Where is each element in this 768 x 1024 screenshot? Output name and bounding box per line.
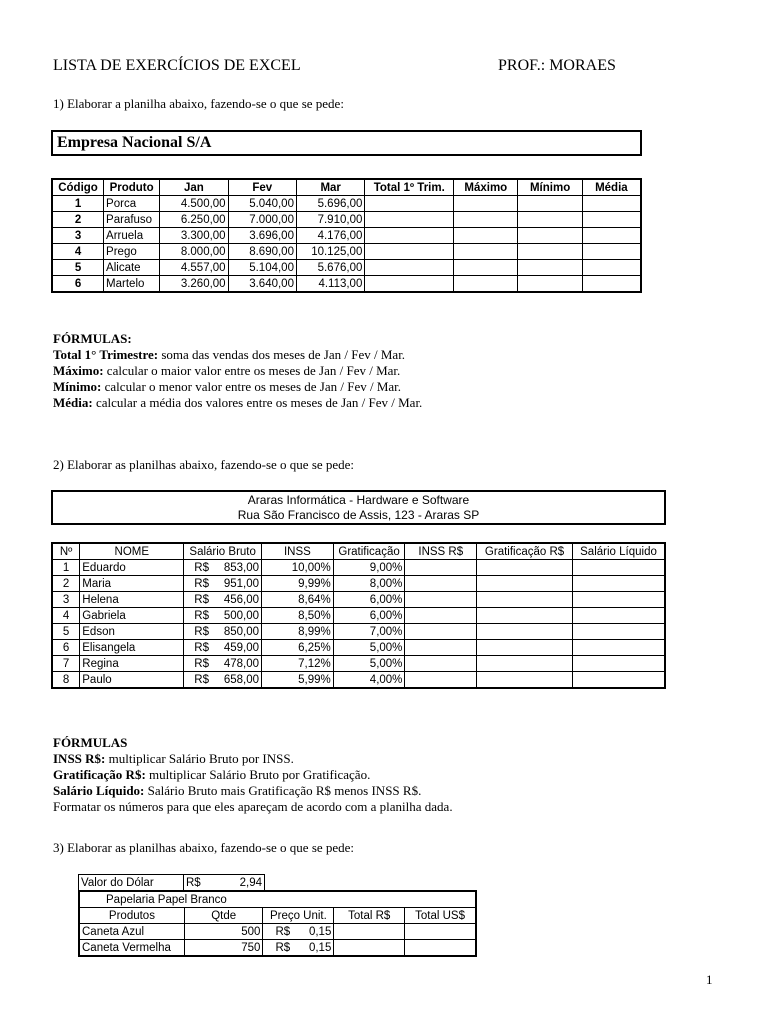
table-row — [52, 640, 665, 656]
table-row — [52, 276, 641, 293]
cell-avg — [582, 196, 641, 212]
cell-inss: 9,99% — [262, 576, 334, 592]
formula-line: Mínimo: calcular o menor valor entre os meses de Jan / Fev / Mar. — [53, 379, 402, 394]
cell-inss-rs — [405, 592, 477, 608]
cell-code: 6 — [52, 276, 104, 293]
q2-company-box — [51, 490, 666, 525]
cell-max — [454, 260, 518, 276]
cell-inss-rs — [405, 624, 477, 640]
cell-total-rs — [334, 924, 405, 940]
cell-fev: 5.040,00 — [228, 196, 296, 212]
cell-grat-rs — [477, 560, 573, 576]
cell-grat-rs — [477, 576, 573, 592]
q1-formulas — [53, 331, 422, 411]
cell-max — [454, 196, 518, 212]
cell-min — [518, 212, 582, 228]
q2-formulas-title: FÓRMULAS — [53, 735, 128, 750]
professor-name: PROF.: MORAES — [498, 57, 616, 74]
cell-jan: 6.250,00 — [160, 212, 228, 228]
cell-name: Gabriela — [80, 608, 184, 624]
col-mar: Mar — [296, 179, 364, 196]
formula-line: Média: calcular a média dos valores entre os meses de Jan / Fev / Mar. — [53, 395, 423, 410]
table-row — [52, 672, 665, 689]
cell-salary: R$ 951,00 — [184, 576, 262, 592]
cell-inss-rs — [405, 640, 477, 656]
q1-formulas-title: FÓRMULAS: — [53, 331, 132, 346]
cell-code: 3 — [52, 228, 104, 244]
q3-header-row — [79, 908, 476, 924]
col-total: Total 1º Trim. — [365, 179, 454, 196]
q3-company-name: Papelaria Papel Branco — [79, 891, 476, 908]
col-codigo: Código — [52, 179, 104, 196]
cell-qty: 750 — [184, 940, 263, 957]
cell-product: Parafuso — [104, 212, 160, 228]
q3-company-row — [79, 891, 476, 908]
col-inss-rs: INSS R$ — [405, 543, 477, 560]
cell-avg — [582, 260, 641, 276]
col-preco-unit: Preço Unit. — [263, 908, 334, 924]
cell-n: 4 — [52, 608, 80, 624]
cell-max — [454, 276, 518, 293]
col-numero: Nº — [52, 543, 80, 560]
cell-grat: 9,00% — [333, 560, 405, 576]
cell-n: 1 — [52, 560, 80, 576]
cell-liquido — [573, 672, 665, 689]
cell-name: Eduardo — [80, 560, 184, 576]
cell-salary: R$ 850,00 — [184, 624, 262, 640]
cell-grat: 6,00% — [333, 592, 405, 608]
cell-fev: 8.690,00 — [228, 244, 296, 260]
cell-grat: 7,00% — [333, 624, 405, 640]
cell-total — [365, 276, 454, 293]
q2-prompt: 2) Elaborar as planilhas abaixo, fazendo-se o que se pede: — [53, 457, 355, 472]
cell-salary: R$ 658,00 — [184, 672, 262, 689]
cell-fev: 7.000,00 — [228, 212, 296, 228]
cell-grat: 5,00% — [333, 656, 405, 672]
cell-total — [365, 196, 454, 212]
cell-fev: 3.640,00 — [228, 276, 296, 293]
col-fev: Fev — [228, 179, 296, 196]
cell-min — [518, 196, 582, 212]
cell-code: 2 — [52, 212, 104, 228]
cell-n: 2 — [52, 576, 80, 592]
cell-product: Alicate — [104, 260, 160, 276]
cell-code: 1 — [52, 196, 104, 212]
dollar-label: Valor do Dólar — [79, 875, 184, 891]
q2-formulas — [53, 735, 453, 815]
dollar-value: R$ 2,94 — [184, 875, 265, 891]
cell-inss: 7,12% — [262, 656, 334, 672]
cell-name: Edson — [80, 624, 184, 640]
col-produto: Produto — [104, 179, 160, 196]
table-row — [52, 212, 641, 228]
cell-salary: R$ 500,00 — [184, 608, 262, 624]
col-inss: INSS — [262, 543, 334, 560]
format-note: Formatar os números para que eles apareçam de acordo com a planilha dada. — [53, 799, 453, 814]
q1-company-name: Empresa Nacional S/A — [57, 134, 212, 151]
cell-liquido — [573, 560, 665, 576]
cell-jan: 4.500,00 — [160, 196, 228, 212]
cell-inss-rs — [405, 672, 477, 689]
cell-inss-rs — [405, 656, 477, 672]
cell-inss: 8,64% — [262, 592, 334, 608]
formula-line: INSS R$: multiplicar Salário Bruto por INSS. — [53, 751, 294, 766]
cell-min — [518, 244, 582, 260]
col-produtos: Produtos — [79, 908, 184, 924]
cell-product: Arruela — [104, 228, 160, 244]
cell-qty: 500 — [184, 924, 263, 940]
document-title: LISTA DE EXERCÍCIOS DE EXCEL — [53, 57, 301, 74]
cell-avg — [582, 276, 641, 293]
col-jan: Jan — [160, 179, 228, 196]
cell-total-us — [405, 940, 476, 957]
cell-total — [365, 228, 454, 244]
formula-line: Total 1° Trimestre: soma das vendas dos meses de Jan / Fev / Mar. — [53, 347, 406, 362]
cell-product: Caneta Azul — [79, 924, 184, 940]
cell-salary: R$ 853,00 — [184, 560, 262, 576]
formula-line: Salário Líquido: Salário Bruto mais Gratificação R$ menos INSS R$. — [53, 783, 422, 798]
dollar-row — [79, 875, 265, 891]
cell-max — [454, 212, 518, 228]
cell-name: Paulo — [80, 672, 184, 689]
cell-min — [518, 276, 582, 293]
cell-product: Martelo — [104, 276, 160, 293]
cell-liquido — [573, 576, 665, 592]
cell-jan: 3.300,00 — [160, 228, 228, 244]
cell-inss-rs — [405, 608, 477, 624]
table-row — [52, 244, 641, 260]
cell-price: R$ 0,15 — [263, 924, 334, 940]
q3-dollar-table — [78, 874, 265, 891]
table-row — [52, 196, 641, 212]
cell-grat-rs — [477, 624, 573, 640]
cell-total — [365, 212, 454, 228]
cell-total-rs — [334, 940, 405, 957]
cell-n: 5 — [52, 624, 80, 640]
formula-line: Gratificação R$: multiplicar Salário Bruto por Gratificação. — [53, 767, 371, 782]
col-media: Média — [582, 179, 641, 196]
cell-name: Elisangela — [80, 640, 184, 656]
cell-grat-rs — [477, 608, 573, 624]
cell-avg — [582, 244, 641, 260]
q3-stationery-table — [78, 890, 477, 957]
col-total-us: Total US$ — [405, 908, 476, 924]
cell-n: 8 — [52, 672, 80, 689]
cell-jan: 4.557,00 — [160, 260, 228, 276]
cell-fev: 5.104,00 — [228, 260, 296, 276]
cell-inss-rs — [405, 576, 477, 592]
cell-inss-rs — [405, 560, 477, 576]
cell-grat-rs — [477, 592, 573, 608]
col-salario-liquido: Salário Líquido — [573, 543, 665, 560]
cell-liquido — [573, 656, 665, 672]
cell-liquido — [573, 640, 665, 656]
table-row — [79, 924, 476, 940]
cell-avg — [582, 228, 641, 244]
cell-mar: 4.113,00 — [296, 276, 364, 293]
q3-prompt: 3) Elaborar as planilhas abaixo, fazendo-se o que se pede: — [53, 840, 355, 855]
table-row — [79, 940, 476, 957]
table-row — [52, 260, 641, 276]
cell-n: 3 — [52, 592, 80, 608]
cell-grat-rs — [477, 656, 573, 672]
q2-salary-table — [51, 542, 666, 689]
col-gratificacao: Gratificação — [333, 543, 405, 560]
cell-jan: 8.000,00 — [160, 244, 228, 260]
cell-inss: 8,99% — [262, 624, 334, 640]
table-row — [52, 592, 665, 608]
col-gratificacao-rs: Gratificação R$ — [477, 543, 573, 560]
cell-product: Porca — [104, 196, 160, 212]
col-maximo: Máximo — [454, 179, 518, 196]
cell-min — [518, 260, 582, 276]
cell-name: Helena — [80, 592, 184, 608]
cell-mar: 5.676,00 — [296, 260, 364, 276]
cell-liquido — [573, 624, 665, 640]
cell-avg — [582, 212, 641, 228]
cell-liquido — [573, 592, 665, 608]
col-minimo: Mínimo — [518, 179, 582, 196]
cell-name: Regina — [80, 656, 184, 672]
q1-sales-table — [51, 178, 642, 293]
q2-company-name: Araras Informática - Hardware e Software — [247, 493, 470, 507]
cell-grat: 8,00% — [333, 576, 405, 592]
cell-inss: 10,00% — [262, 560, 334, 576]
cell-fev: 3.696,00 — [228, 228, 296, 244]
cell-mar: 10.125,00 — [296, 244, 364, 260]
cell-code: 5 — [52, 260, 104, 276]
col-salario-bruto: Salário Bruto — [184, 543, 262, 560]
table-row — [52, 608, 665, 624]
cell-inss: 5,99% — [262, 672, 334, 689]
q1-prompt: 1) Elaborar a planilha abaixo, fazendo-se o que se pede: — [53, 96, 344, 111]
col-nome: NOME — [80, 543, 184, 560]
cell-jan: 3.260,00 — [160, 276, 228, 293]
cell-grat: 5,00% — [333, 640, 405, 656]
col-qtde: Qtde — [184, 908, 263, 924]
q1-company-box — [51, 130, 642, 156]
cell-max — [454, 244, 518, 260]
cell-grat: 4,00% — [333, 672, 405, 689]
cell-n: 7 — [52, 656, 80, 672]
cell-total — [365, 244, 454, 260]
cell-mar: 4.176,00 — [296, 228, 364, 244]
q2-company-address: Rua São Francisco de Assis, 123 - Araras SP — [237, 508, 480, 522]
cell-salary: R$ 456,00 — [184, 592, 262, 608]
cell-product: Caneta Vermelha — [79, 940, 184, 957]
table-row — [52, 576, 665, 592]
col-total-rs: Total R$ — [334, 908, 405, 924]
cell-salary: R$ 478,00 — [184, 656, 262, 672]
cell-salary: R$ 459,00 — [184, 640, 262, 656]
cell-total — [365, 260, 454, 276]
cell-n: 6 — [52, 640, 80, 656]
cell-code: 4 — [52, 244, 104, 260]
cell-max — [454, 228, 518, 244]
cell-liquido — [573, 608, 665, 624]
cell-min — [518, 228, 582, 244]
cell-inss: 8,50% — [262, 608, 334, 624]
cell-grat: 6,00% — [333, 608, 405, 624]
cell-grat-rs — [477, 672, 573, 689]
table-row — [52, 656, 665, 672]
cell-product: Prego — [104, 244, 160, 260]
q1-header-row — [52, 179, 641, 196]
cell-mar: 5.696,00 — [296, 196, 364, 212]
cell-grat-rs — [477, 640, 573, 656]
cell-mar: 7.910,00 — [296, 212, 364, 228]
cell-price: R$ 0,15 — [263, 940, 334, 957]
table-row — [52, 624, 665, 640]
cell-inss: 6,25% — [262, 640, 334, 656]
table-row — [52, 560, 665, 576]
formula-line: Máximo: calcular o maior valor entre os meses de Jan / Fev / Mar. — [53, 363, 401, 378]
cell-name: Maria — [80, 576, 184, 592]
page-number: 1 — [706, 972, 713, 987]
cell-total-us — [405, 924, 476, 940]
q2-header-row — [52, 543, 665, 560]
table-row — [52, 228, 641, 244]
